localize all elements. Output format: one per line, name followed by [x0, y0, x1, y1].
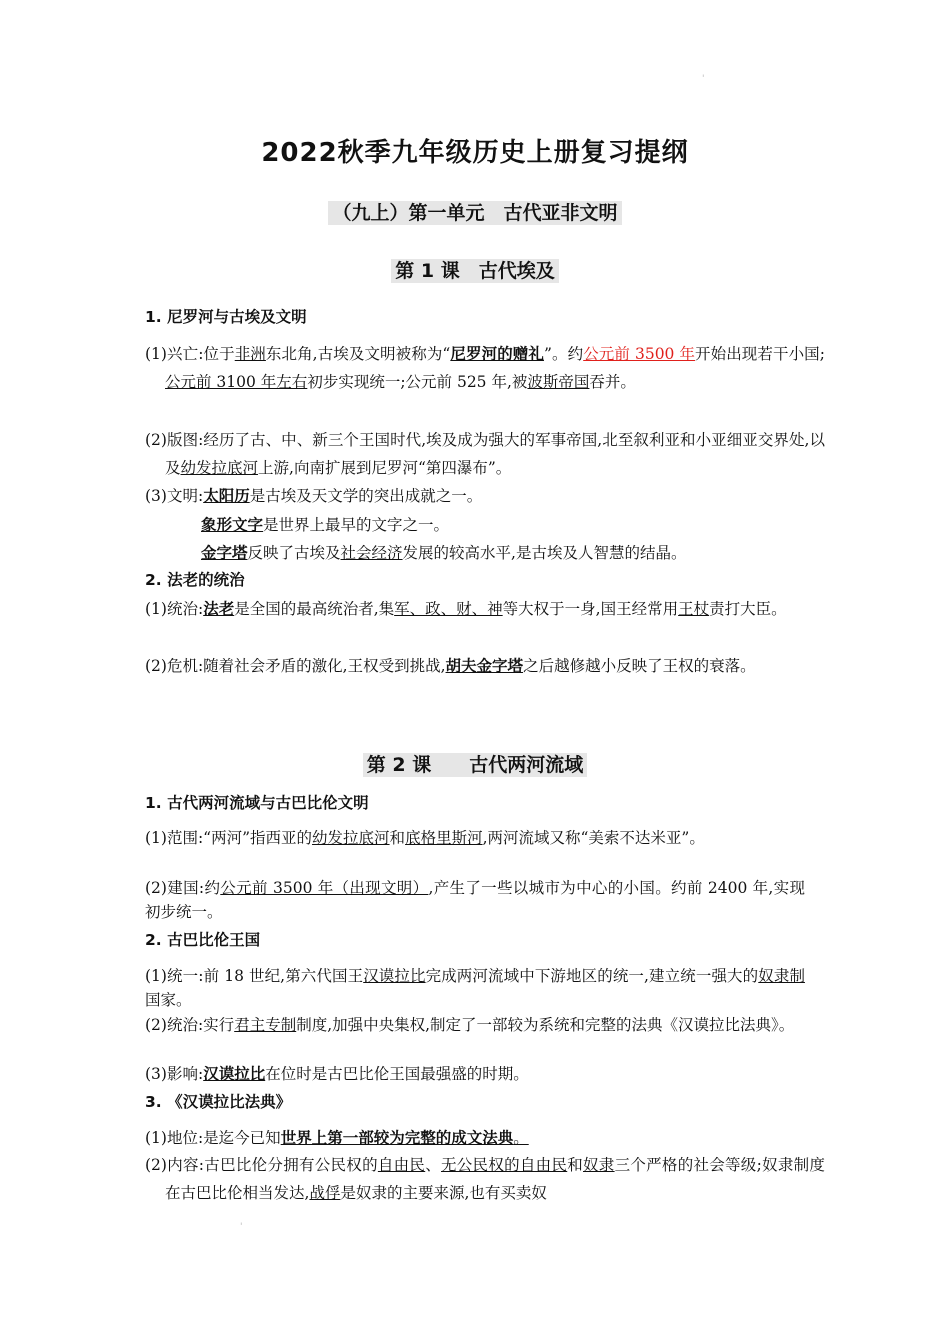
lesson2-paragraph-governance: (2)统治:实行君主专制制度,加强中央集权,制定了一部较为系统和完整的法典《汉谟拉比法典》。	[145, 1016, 795, 1034]
unit-heading: （九上）第一单元 古代亚非文明	[0, 198, 950, 225]
lesson2-paragraph-founding: (2)建国:约公元前 3500 年（出现文明）,产生了一些以城市为中心的小国。约前 2400 年,实现初步统一。	[145, 879, 805, 921]
lesson2-section1-title: 1. 古代两河流域与古巴比伦文明	[145, 794, 369, 812]
lesson2-paragraph-influence: (3)影响:汉谟拉比在位时是古巴比伦王国最强盛的时期。	[145, 1064, 529, 1083]
lesson2-paragraph-code-content: (2)内容:古巴比伦分拥有公民权的自由民、无公民权的自由民和奴隶三个严格的社会等级;奴隶制度在古巴比伦相当发达,战俘是奴隶的主要来源,也有买卖奴	[145, 1156, 825, 1202]
lesson1-paragraph-civilization: (3)文明:太阳历是古埃及天文学的突出成就之一。	[145, 486, 483, 505]
lesson1-section1-title: 1. 尼罗河与古埃及文明	[145, 308, 307, 326]
lesson2-paragraph-scope: (1)范围:“两河”指西亚的幼发拉底河和底格里斯河,两河流域又称“美索不达米亚”。	[145, 829, 705, 847]
lesson1-paragraph-rule: (1)统治:法老是全国的最高统治者,集军、政、财、神等大权于一身,国王经常用王杖责打大臣。	[145, 599, 787, 618]
page-bottom-mark: '	[240, 1222, 243, 1232]
lesson1-paragraph-crisis: (2)危机:随着社会矛盾的激化,王权受到挑战,胡夫金字塔之后越修越小反映了王权的衰落。	[145, 656, 756, 675]
page-corner-mark: '	[702, 74, 705, 84]
lesson1-paragraph-pyramids: 金字塔反映了古埃及社会经济发展的较高水平,是古埃及人智慧的结晶。	[201, 543, 687, 562]
lesson2-paragraph-code-status: (1)地位:是迄今已知世界上第一部较为完整的成文法典。	[145, 1128, 529, 1147]
lesson1-paragraph-territory: (2)版图:经历了古、中、新三个王国时代,埃及成为强大的军事帝国,北至叙利亚和小亚细亚交界处,以及幼发拉底河上游,向南扩展到尼罗河“第四瀑布”。	[145, 431, 825, 477]
lesson1-heading: 第 1 课 古代埃及	[0, 256, 950, 283]
lesson2-paragraph-unification: (1)统一:前 18 世纪,第六代国王汉谟拉比完成两河流域中下游地区的统一,建立统一强大的奴隶制国家。	[145, 967, 805, 1009]
lesson1-section2-title: 2. 法老的统治	[145, 571, 245, 589]
lesson1-paragraph-hieroglyphs: 象形文字是世界上最早的文字之一。	[201, 515, 450, 534]
lesson2-section2-title: 2. 古巴比伦王国	[145, 931, 261, 949]
lesson1-paragraph-rise-fall: (1)兴亡:位于非洲东北角,古埃及文明被称为“尼罗河的赠礼”。约公元前 3500 年开始出现若干小国;公元前 3100 年左右初步实现统一;公元前 525 年,被波斯帝国吞并。	[145, 344, 825, 391]
lesson2-section3-title: 3. 《汉谟拉比法典》	[145, 1093, 292, 1111]
lesson2-heading: 第 2 课 古代两河流域	[0, 750, 950, 777]
document-title: 2022秋季九年级历史上册复习提纲	[261, 138, 689, 168]
